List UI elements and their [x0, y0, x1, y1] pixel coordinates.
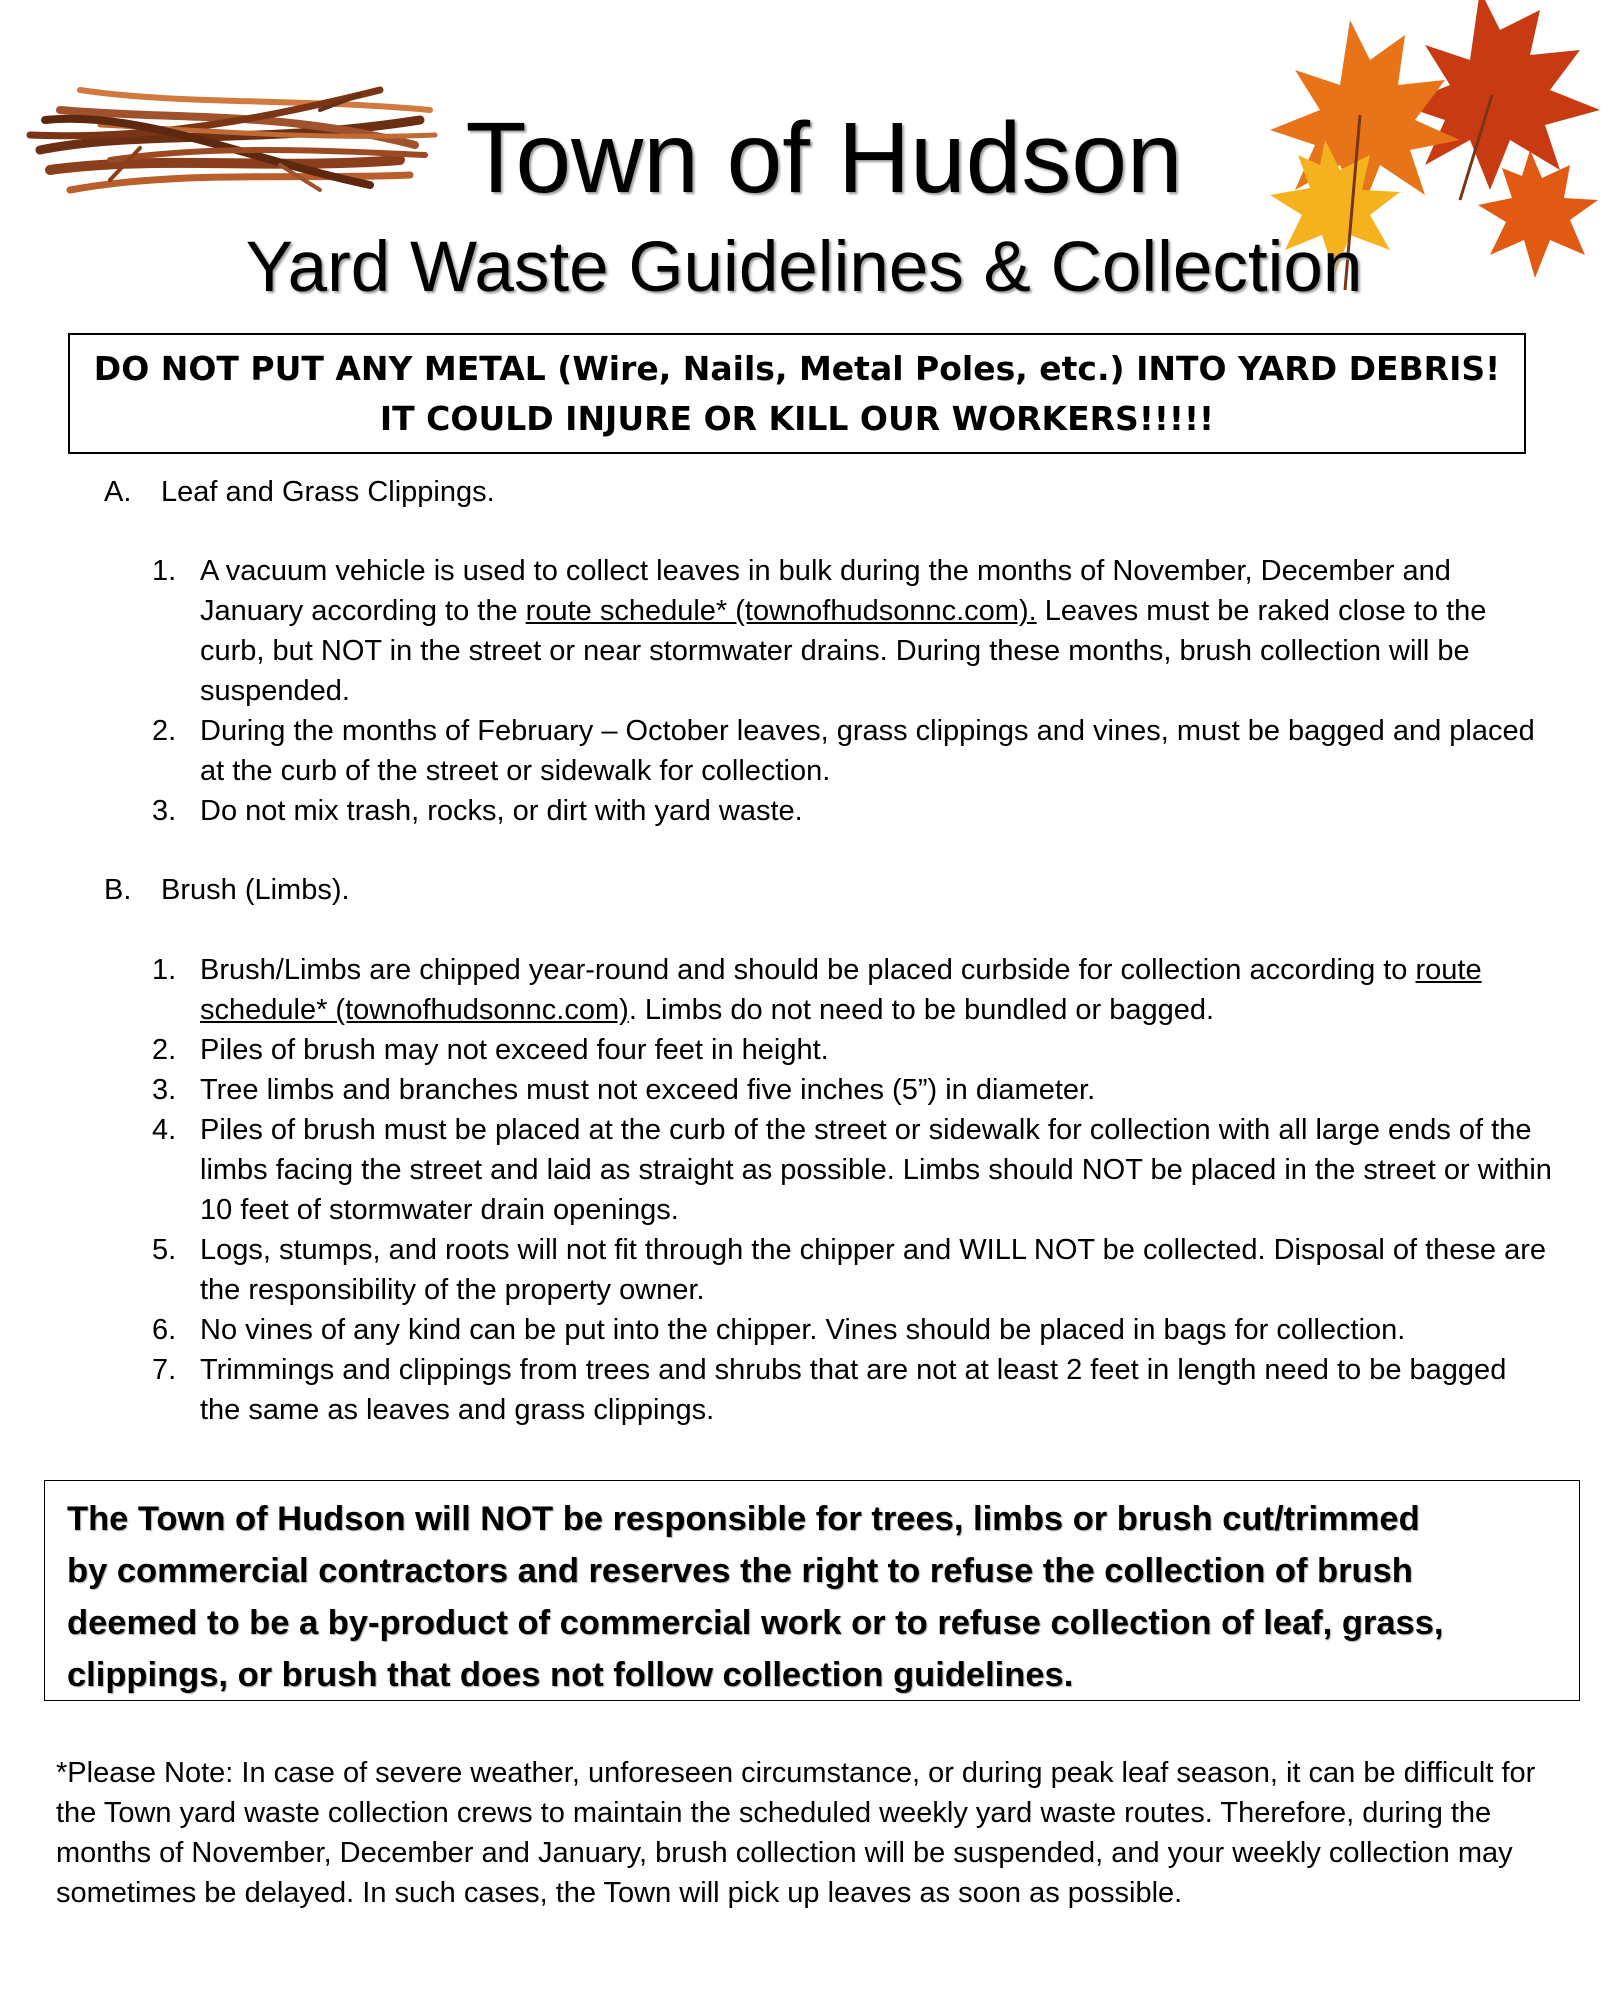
item-text: Do not mix trash, rocks, or dirt with yard waste. — [200, 795, 803, 827]
warning-line-2: IT COULD INJURE OR KILL OUR WORKERS!!!!! — [379, 398, 1215, 438]
disclaimer-line-2: by commercial contractors and reserves the right to refuse the collection of brush — [67, 1552, 1413, 1590]
route-schedule-link[interactable]: route schedule* (townofhudsonnc.com). — [525, 595, 1037, 627]
metal-warning-box — [68, 333, 1526, 454]
item-number: 3. — [152, 1074, 177, 1106]
item-text: Piles of brush may not exceed four feet in height. — [200, 1034, 829, 1066]
list-item — [152, 1310, 1552, 1350]
item-number: 2. — [152, 1034, 177, 1066]
disclaimer-line-4: clippings, or brush that does not follow collection guidelines. — [67, 1656, 1074, 1694]
list-item — [152, 1230, 1552, 1310]
page-title: Town of Hudson — [465, 102, 1183, 214]
item-text: Tree limbs and branches must not exceed five inches (5”) in diameter. — [200, 1074, 1096, 1106]
item-text: Trimmings and clippings from trees and shrubs that are not at least 2 feet in length need to be bagged the same as leaves and grass clippings. — [200, 1354, 1507, 1426]
commercial-disclaimer-box — [44, 1480, 1580, 1701]
list-item — [152, 1350, 1552, 1430]
item-number: 1. — [152, 954, 177, 986]
item-text: . Limbs do not need to be bundled or bagged. — [628, 994, 1215, 1026]
section-a-list — [152, 551, 1552, 831]
item-number: 4. — [152, 1114, 177, 1146]
warning-line-1: DO NOT PUT ANY METAL (Wire, Nails, Metal Poles, etc.) INTO YARD DEBRIS! — [93, 349, 1501, 388]
item-number: 3. — [152, 795, 177, 827]
list-item — [152, 1030, 1552, 1070]
section-b-letter: B. — [104, 874, 132, 906]
section-b-heading — [104, 870, 350, 910]
section-a-title: Leaf and Grass Clippings. — [161, 476, 495, 508]
item-number: 1. — [152, 555, 177, 587]
item-text: During the months of February – October leaves, grass clippings and vines, must be bagged and placed at the curb of the street or sidewalk for collection. — [200, 715, 1535, 787]
item-text: Logs, stumps, and roots will not fit through the chipper and WILL NOT be collected. Disposal of these are the responsibility of the property owner. — [200, 1234, 1546, 1306]
list-item — [152, 950, 1552, 1030]
section-a-letter: A. — [104, 476, 132, 508]
item-text: Piles of brush must be placed at the curb of the street or sidewalk for collection with all large ends of the limbs facing the street and laid as straight as possible. Limbs should NOT be placed in the street or within 10 feet of stormwater drain openings. — [200, 1114, 1552, 1226]
list-item — [152, 791, 1552, 831]
page-subtitle: Yard Waste Guidelines & Collection — [245, 228, 1363, 307]
item-text: Leaves must be raked close to the curb, but NOT in the street or near stormwater drains. During these months, brush collection will be suspended. — [200, 595, 1487, 707]
section-a-heading — [104, 472, 495, 512]
item-number: 2. — [152, 715, 177, 747]
item-text: A vacuum vehicle is used to collect leaves in bulk during the months of November, December and January according to the — [200, 555, 1451, 627]
disclaimer-line-3: deemed to be a by-product of commercial work or to refuse collection of leaf, grass, — [67, 1604, 1444, 1642]
item-number: 6. — [152, 1314, 177, 1346]
item-text: No vines of any kind can be put into the chipper. Vines should be placed in bags for collection. — [200, 1314, 1406, 1346]
section-b-title: Brush (Limbs). — [161, 874, 350, 906]
please-note-paragraph: *Please Note: In case of severe weather, unforeseen circumstance, or during peak leaf season, it can be difficult for the Town yard waste collection crews to maintain the scheduled weekly yard waste routes. Therefore, during the months of November, December and January, brush collection will be suspended, and your weekly collection may sometimes be delayed. In such cases, the Town will pick up leaves as soon as possible. — [56, 1757, 1536, 1909]
route-schedule-link[interactable]: route schedule* (townofhudsonnc.com) — [200, 954, 1482, 1026]
disclaimer-line-1: The Town of Hudson will NOT be responsible for trees, limbs or brush cut/trimmed — [67, 1500, 1420, 1538]
item-number: 7. — [152, 1354, 177, 1386]
list-item — [152, 1110, 1552, 1230]
item-text: Brush/Limbs are chipped year-round and should be placed curbside for collection according to — [200, 954, 1416, 986]
list-item — [152, 711, 1552, 791]
item-number: 5. — [152, 1234, 177, 1266]
section-b-list — [152, 950, 1552, 1430]
list-item — [152, 551, 1552, 711]
list-item — [152, 1070, 1552, 1110]
